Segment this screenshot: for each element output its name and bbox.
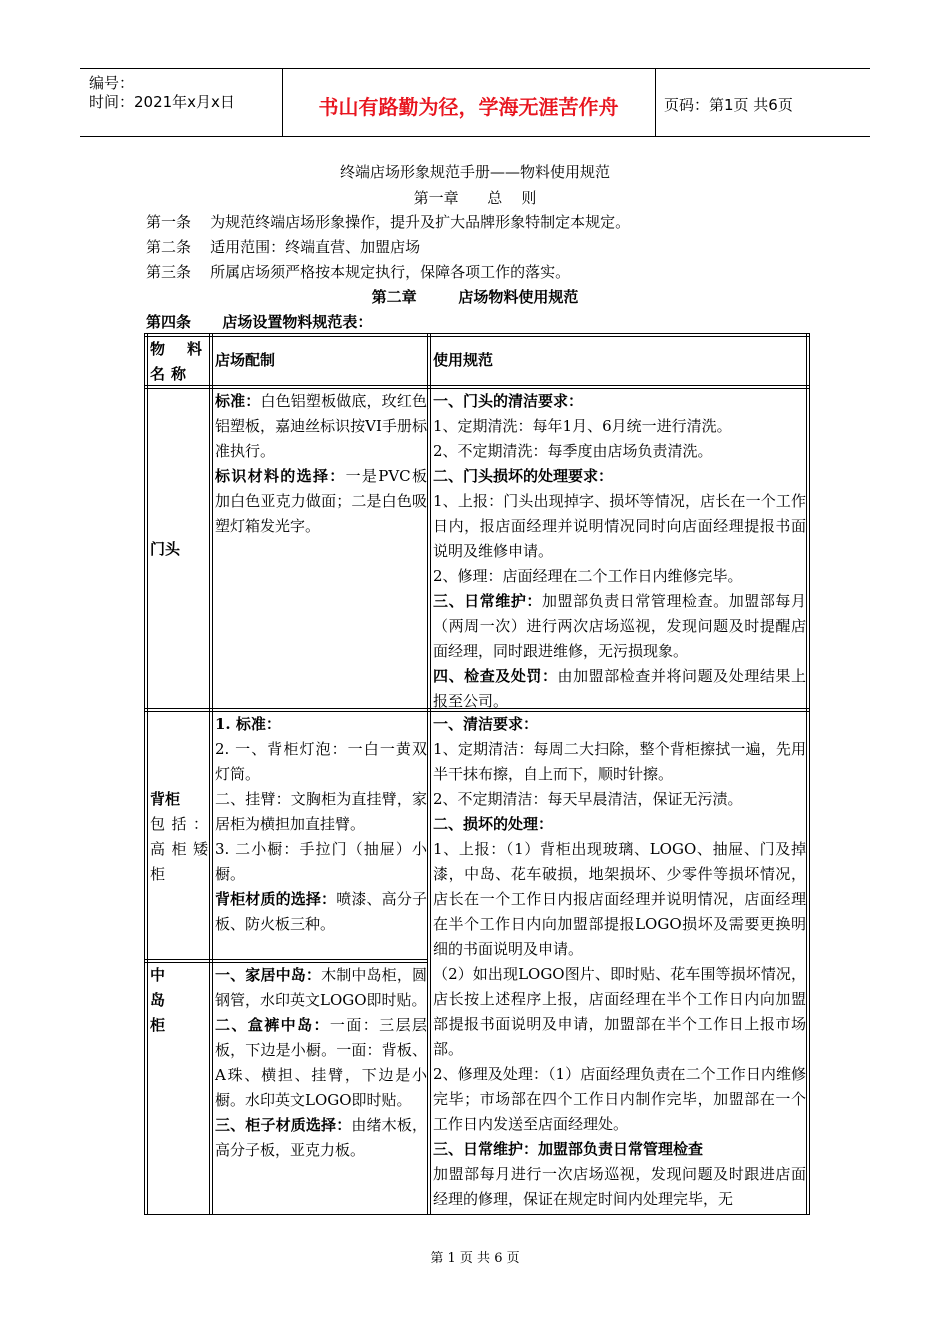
doc-number-label: 编号： [89, 74, 135, 92]
row-island-cabinet-name: 中岛柜 [150, 966, 166, 1034]
article-1: 第一条 为规范终端店场形象操作，提升及扩大品牌形象特制定本规定。 [146, 213, 631, 231]
header-usage-spec: 使用规范 [433, 351, 494, 369]
chapter-1-heading: 第一章 总 则 [413, 189, 537, 207]
header-motto: 书山有路勤为径，学海无涯苦作舟 [318, 95, 619, 119]
row-storefront-name: 门头 [150, 540, 181, 558]
materials-table [144, 333, 810, 1215]
article-2: 第二条 适用范围：终端直营、加盟店场 [146, 238, 421, 256]
row-back-cabinet-name: 背柜 包括：高柜矮柜 [150, 790, 208, 883]
row-back-cabinet-config: 1. 标准： 2. 一、背柜灯泡：一白一黄双灯筒。 二、挂臂：文胸柜为直挂臂，家居柜为横担加直挂臂。 3. 二小橱：手拉门（抽屉）小橱。 背柜材质的选择：喷漆、高分子板、防火板三种。 [215, 715, 427, 933]
header-store-config: 店场配制 [215, 351, 276, 369]
page-info: 页码：第1页 共6页 [664, 96, 793, 114]
header-top-rule [80, 68, 870, 69]
row-cabinet-usage: 一、清洁要求： 1、定期清洁：每周二大扫除，整个背柜擦拭一遍，先用半干抹布擦，自上而下，顺时针擦。 2、不定期清洁：每天早晨清洁，保证无污渍。 二、损坏的处理： 1、上报：（1）背柜出现玻璃、LOGO、抽屉、门及掉漆，中岛、花车破损，地架损坏、少零件等损坏情况，店长在一个工作日内报店面经理并说明情况，店面经理在半个工作日内向加盟部提报LOGO损坏及需要更换明细的书面说明及申请。 （2）如出现LOGO图片、即时贴、花车围等损坏情况，店长按上述程序上报，店面经理在半个工作日内向加盟部提报书面说明及申请，加盟部在半个工作日上报市场部。 2、修理及处理：（1）店面经理负责在二个工作日内维修完毕；市场部在四个工作日内制作完毕，加盟部在一个工作日内发送至店面经理处。 三、日常维护：加盟部负责日常管理检查 加盟部每月进行一次店场巡视，发现问题及时跟进店面经理的修理，保证在规定时间内处理完毕，无 [433, 715, 806, 1208]
article-3: 第三条 所属店场须严格按本规定执行，保障各项工作的落实。 [146, 263, 571, 281]
row-island-cabinet-config: 一、家居中岛：木制中岛柜，圆钢管，水印英文LOGO即时贴。 二、盒裤中岛：一面：三层层板，下边是小橱。一面：背板、A珠、横担、挂臂，下边是小橱。水印英文LOGO即时贴。 三、柜子材质选择：由绪木板，高分子板，亚克力板。 [215, 966, 427, 1159]
header-divider-right [655, 68, 656, 136]
header-material-name: 物料名称 [150, 340, 208, 383]
doc-title: 终端店场形象规范手册——物料使用规范 [339, 163, 610, 181]
article-4: 第四条 店场设置物料规范表： [146, 313, 373, 331]
row-storefront-config: 标准：白色铝塑板做底，玫红色铝塑板，嘉迪丝标识按VI手册标准执行。 标识材料的选择：一是PVC板加白色亚克力做面；二是白色吸塑灯箱发光字。 [215, 392, 427, 535]
chapter-2-heading: 第二章 店场物料使用规范 [371, 288, 579, 306]
doc-date-label: 时间：2021年x月x日 [89, 93, 235, 111]
row-storefront-usage: 一、门头的清洁要求： 1、定期清洗：每年1月、6月统一进行清洗。 2、不定期清洗：每季度由店场负责清洗。 二、门头损坏的处理要求： 1、上报：门头出现掉字、损坏等情况，店长在一个工作日内，报店面经理并说明情况同时向店面经理提报书面说明及维修申请。 2、修理：店面经理在二个工作日内维修完毕。 三、日常维护：加盟部负责日常管理检查。加盟部每月（两周一次）进行两次店场巡视，发现问题及时提醒店面经理，同时跟进维修，无污损现象。 四、检查及处罚：由加盟部检查并将问题及处理结果上报至公司。 [433, 392, 806, 710]
header-bottom-rule [80, 136, 870, 137]
page-footer: 第 1 页 共 6 页 [430, 1251, 520, 1266]
